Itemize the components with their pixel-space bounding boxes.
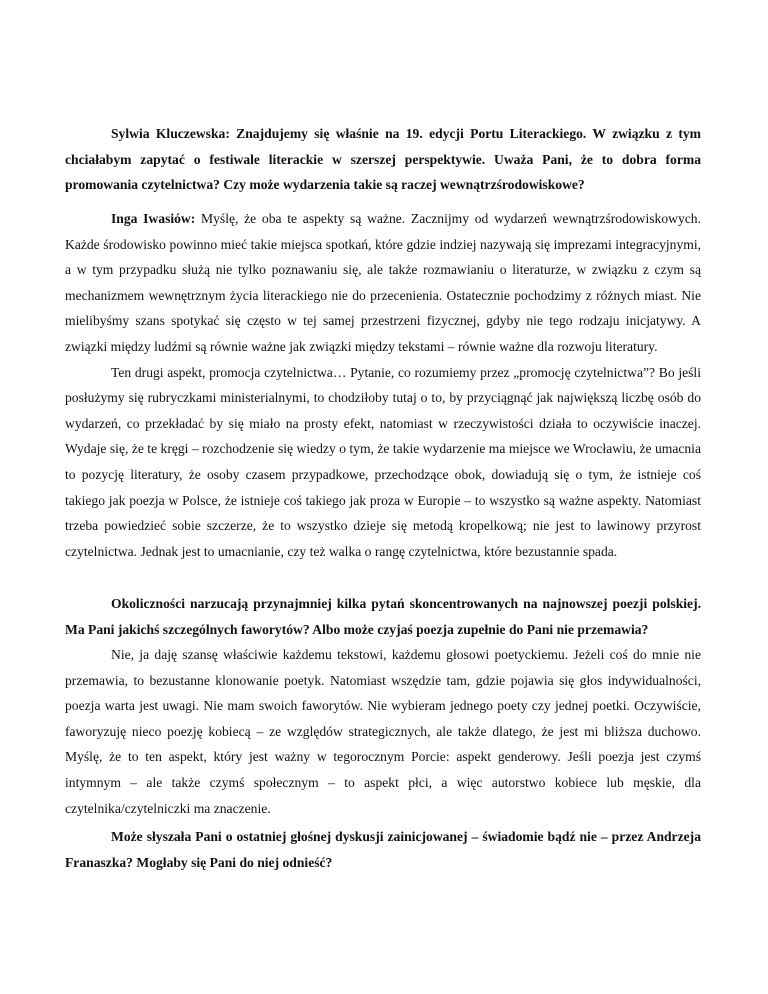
question-3: Może słyszała Pani o ostatniej głośnej dyskusji zainicjowanej – świadomie bądź nie – przez Andrzeja Franaszka? Mogłaby się Pani do niej odnieść? [65, 829, 701, 870]
question-1: Sylwia Kluczewska: Znajdujemy się właśnie na 19. edycji Portu Literackiego. W związku z tym chciałabym zapytać o festiwale literackie w szerszej perspektywie. Uważa Pani, że to dobra forma promowania czytelnictwa? Czy może wydarzenia takie są raczej wewnątrzśrodowiskowe? [65, 126, 701, 193]
answer-1-paragraph-1 [65, 206, 701, 360]
answer-1-paragraph-2: Ten drugi aspekt, promocja czytelnictwa… Pytanie, co rozumiemy przez „promocję czytelnictwa”? Bo jeśli posłużymy się rubryczkami ministerialnymi, to chodziłoby tutaj o to, by przyciągnąć jak największą liczbę osób do wydarzeń, co przekładać by się miało na prosty efekt, natomiast w rzeczywistości działa to oczywiście inaczej. Wydaje się, że te kręgi – rozchodzenie się wiedzy o tym, że takie wydarzenie ma miejsce we Wrocławiu, że umacnia to pozycję literatury, że osoby czasem przypadkowe, przechodzące obok, dowiadują się o tym, że istnieje coś takiego jak poezja w Polsce, że istnieje coś takiego jak proza w Europie – to wszystko są ważne aspekty. Natomiast trzeba powiedzieć sobie szczerze, że to wszystko dzieje się metodą kropelkową; nie jest to lawinowy przyrost czytelnictwa. Jednak jest to umacnianie, czy też walka o rangę czytelnictwa, które bezustannie spada. [65, 364, 701, 559]
answer-1-text: Myślę, że oba te aspekty są ważne. Zacznijmy od wydarzeń wewnątrzśrodowiskowych. Każde środowisko powinno mieć takie miejsca spotkań, które gdzie indziej nazywają się imprezami integracyjnymi, a w tym przypadku służą nie tylko poznawaniu się, ale także rozmawianiu o literaturze, w związku z czym są mechanizmem wewnętrznym życia literackiego nie do przecenienia. Ostatecznie pochodzimy z różnych miast. Nie mielibyśmy szans spotykać się często w tej samej przestrzeni fizycznej, gdyby nie tego rodzaju inicjatywy. A związki między ludźmi są równie ważne jak związki między tekstami – równie ważne dla rozwoju literatury. [65, 211, 701, 354]
answer-1 [65, 206, 701, 564]
speaker-name: Inga Iwasiów: [111, 211, 196, 226]
question-2: Okoliczności narzucają przynajmniej kilka pytań skoncentrowanych na najnowszej poezji polskiej. Ma Pani jakichś szczególnych faworytów? Albo może czyjaś poezja zupełnie do Pani nie przemawia? [65, 596, 701, 637]
answer-2: Nie, ja daję szansę właściwie każdemu tekstowi, każdemu głosowi poetyckiemu. Jeżeli coś do mnie nie przemawia, to bezustanne klonowanie poetyk. Natomiast wszędzie tam, gdzie pojawia się głos indywidualności, poezja warta jest uwagi. Nie mam swoich faworytów. Nie wybieram jednego poety czy jednej poetki. Oczywiście, faworyzuję nieco poezję kobiecą – ze względów strategicznych, ale także dlatego, że jest mi bliższa duchowo. Myślę, że to ten aspekt, który jest ważny w tegorocznym Porcie: aspekt genderowy. Jeśli poezja jest czymś intymnym – ale także czymś społecznym – to aspekt płci, a więc autorstwo kobiece lub męskie, dla czytelnika/czytelniczki ma znaczenie. [65, 647, 701, 816]
